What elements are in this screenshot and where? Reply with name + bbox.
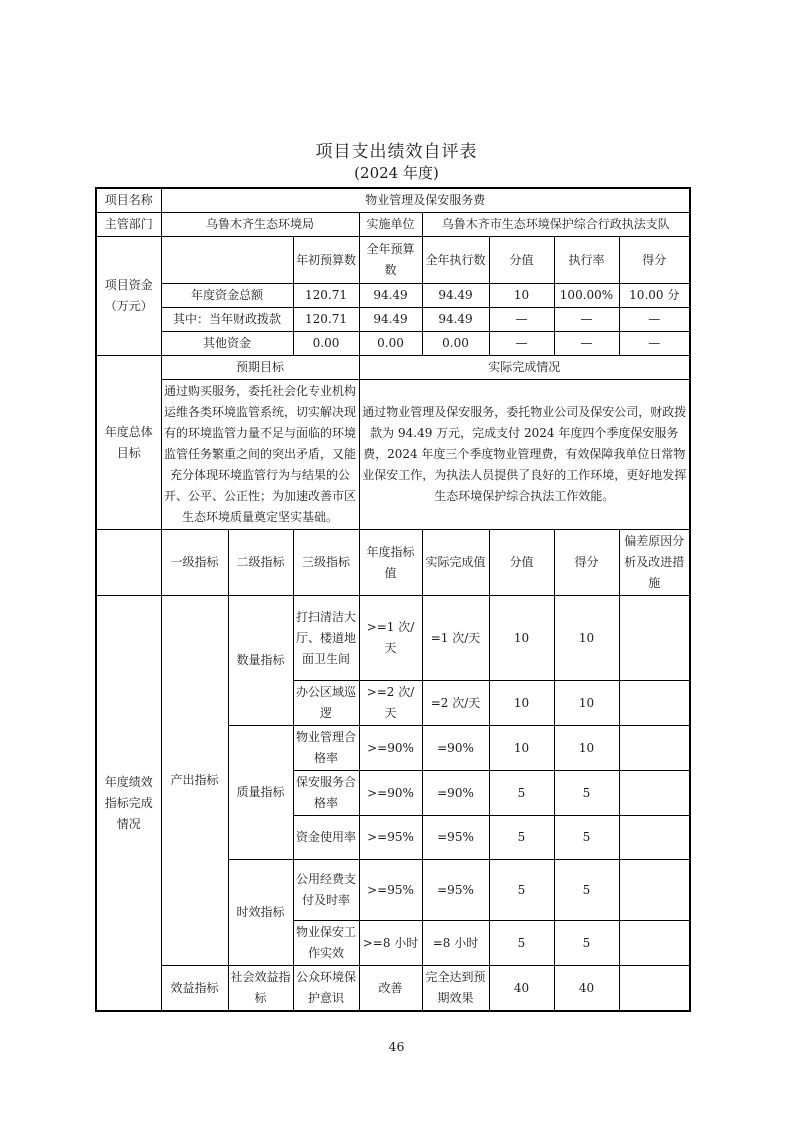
indicator-name: 资金使用率 <box>293 816 359 860</box>
dept-value: 乌鲁木齐生态环境局 <box>161 213 359 237</box>
deviation-cell <box>619 921 690 966</box>
funds-header-year-executed: 全年执行数 <box>422 237 489 284</box>
indicator-target: >=90% <box>359 726 422 771</box>
funds-cell: — <box>554 308 619 332</box>
funds-row-label: 其他资金 <box>161 332 293 356</box>
indicators-header-points: 得分 <box>554 530 619 596</box>
deviation-cell <box>619 726 690 771</box>
indicators-header-level3: 三级指标 <box>293 530 359 596</box>
indicator-score: 5 <box>489 771 554 816</box>
funds-cell: — <box>554 332 619 356</box>
page-number: 46 <box>388 1039 405 1054</box>
funds-cell: 10 <box>489 284 554 308</box>
indicator-points: 10 <box>554 681 619 726</box>
funds-cell: 0.00 <box>422 332 489 356</box>
actual-result-label: 实际完成情况 <box>359 356 690 380</box>
funds-cell: 120.71 <box>293 284 359 308</box>
funds-cell: 0.00 <box>293 332 359 356</box>
indicator-actual: =8 小时 <box>422 921 489 966</box>
indicator-name: 物业保安工作实效 <box>293 921 359 966</box>
indicators-header-score: 分值 <box>489 530 554 596</box>
level2-timeliness: 时效指标 <box>228 860 293 966</box>
indicator-name: 公众环境保护意识 <box>293 966 359 1012</box>
funds-header-year-budget: 全年预算数 <box>359 237 422 284</box>
level1-output: 产出指标 <box>161 596 228 966</box>
deviation-cell <box>619 966 690 1012</box>
indicator-name: 公用经费支付及时率 <box>293 860 359 921</box>
funds-label: 项目资金（万元） <box>96 237 161 356</box>
dept-label: 主管部门 <box>96 213 161 237</box>
indicator-actual: =90% <box>422 771 489 816</box>
indicators-header-level2: 二级指标 <box>228 530 293 596</box>
funds-cell: — <box>619 308 690 332</box>
indicators-corner-cell <box>96 530 161 596</box>
indicator-points: 5 <box>554 921 619 966</box>
indicator-name: 保安服务合格率 <box>293 771 359 816</box>
actual-result-text: 通过物业管理及保安服务，委托物业公司及保安公司，财政拨款为 94.49 万元，完成支付 2024 年度四个季度保安服务费，2024 年度三个季度物业管理费，有效保障我单位日常物业保安工作，为执法人员提供了良好的工作环境，更好地发挥生态环境保护综合执法工作效能。 <box>359 380 690 530</box>
indicator-points: 10 <box>554 596 619 681</box>
indicator-target: >=8 小时 <box>359 921 422 966</box>
funds-header-initial-budget: 年初预算数 <box>293 237 359 284</box>
indicators-header-target: 年度指标值 <box>359 530 422 596</box>
funds-header-score: 分值 <box>489 237 554 284</box>
impl-unit-label: 实施单位 <box>359 213 422 237</box>
funds-cell: 94.49 <box>422 284 489 308</box>
deviation-cell <box>619 596 690 681</box>
funds-row-label: 其中：当年财政拨款 <box>161 308 293 332</box>
funds-header-exec-rate: 执行率 <box>554 237 619 284</box>
indicator-score: 5 <box>489 816 554 860</box>
level2-quality: 质量指标 <box>228 726 293 860</box>
deviation-cell <box>619 771 690 816</box>
funds-cell: 10.00 分 <box>619 284 690 308</box>
funds-cell: — <box>489 332 554 356</box>
page-subtitle: (2024 年度) <box>354 164 439 182</box>
annual-goal-label: 年度总体目标 <box>96 356 161 530</box>
indicator-target: 改善 <box>359 966 422 1012</box>
indicator-name: 打扫清洁大厅、楼道地面卫生间 <box>293 596 359 681</box>
level1-benefit: 效益指标 <box>161 966 228 1012</box>
funds-cell: 94.49 <box>422 308 489 332</box>
indicator-name: 物业管理合格率 <box>293 726 359 771</box>
funds-cell: 120.71 <box>293 308 359 332</box>
indicator-score: 5 <box>489 860 554 921</box>
expected-goal-label: 预期目标 <box>161 356 359 380</box>
deviation-cell <box>619 860 690 921</box>
funds-cell: — <box>489 308 554 332</box>
funds-cell: — <box>619 332 690 356</box>
indicator-score: 10 <box>489 596 554 681</box>
deviation-cell <box>619 816 690 860</box>
level2-quantity: 数量指标 <box>228 596 293 726</box>
indicator-score: 10 <box>489 726 554 771</box>
funds-header-points: 得分 <box>619 237 690 284</box>
indicator-points: 10 <box>554 726 619 771</box>
project-name-value: 物业管理及保安服务费 <box>161 188 690 213</box>
indicator-target: >=95% <box>359 816 422 860</box>
page-title: 项目支出绩效自评表 <box>315 142 478 162</box>
indicator-points: 5 <box>554 860 619 921</box>
indicator-score: 40 <box>489 966 554 1012</box>
indicators-section-label: 年度绩效指标完成情况 <box>96 596 161 1012</box>
indicator-name: 办公区域巡逻 <box>293 681 359 726</box>
indicator-actual: =95% <box>422 816 489 860</box>
indicator-actual: =1 次/天 <box>422 596 489 681</box>
indicator-score: 5 <box>489 921 554 966</box>
indicator-actual: =95% <box>422 860 489 921</box>
indicator-target: >=95% <box>359 860 422 921</box>
funds-cell: 94.49 <box>359 308 422 332</box>
indicator-actual: =2 次/天 <box>422 681 489 726</box>
indicators-header-actual: 实际完成值 <box>422 530 489 596</box>
funds-cell: 0.00 <box>359 332 422 356</box>
impl-unit-value: 乌鲁木齐市生态环境保护综合行政执法支队 <box>422 213 690 237</box>
indicator-points: 5 <box>554 816 619 860</box>
indicator-points: 40 <box>554 966 619 1012</box>
funds-corner-cell <box>161 237 293 284</box>
funds-row-label: 年度资金总额 <box>161 284 293 308</box>
self-eval-table <box>95 187 691 1012</box>
indicator-target: >=1 次/天 <box>359 596 422 681</box>
funds-cell: 100.00% <box>554 284 619 308</box>
level2-social-benefit: 社会效益指标 <box>228 966 293 1012</box>
indicator-target: >=2 次/天 <box>359 681 422 726</box>
indicators-header-deviation: 偏差原因分析及改进措施 <box>619 530 690 596</box>
funds-cell: 94.49 <box>359 284 422 308</box>
deviation-cell <box>619 681 690 726</box>
expected-goal-text: 通过购买服务，委托社会化专业机构运维各类环境监管系统，切实解决现有的环境监管力量不足与面临的环境监管任务繁重之间的突出矛盾，又能充分体现环境监管行为与结果的公开、公平、公正性；为加速改善市区生态环境质量奠定坚实基础。 <box>161 380 359 530</box>
project-name-label: 项目名称 <box>96 188 161 213</box>
indicator-target: >=90% <box>359 771 422 816</box>
indicator-score: 10 <box>489 681 554 726</box>
indicator-actual: 完全达到预期效果 <box>422 966 489 1012</box>
indicator-points: 5 <box>554 771 619 816</box>
indicator-actual: =90% <box>422 726 489 771</box>
indicators-header-level1: 一级指标 <box>161 530 228 596</box>
